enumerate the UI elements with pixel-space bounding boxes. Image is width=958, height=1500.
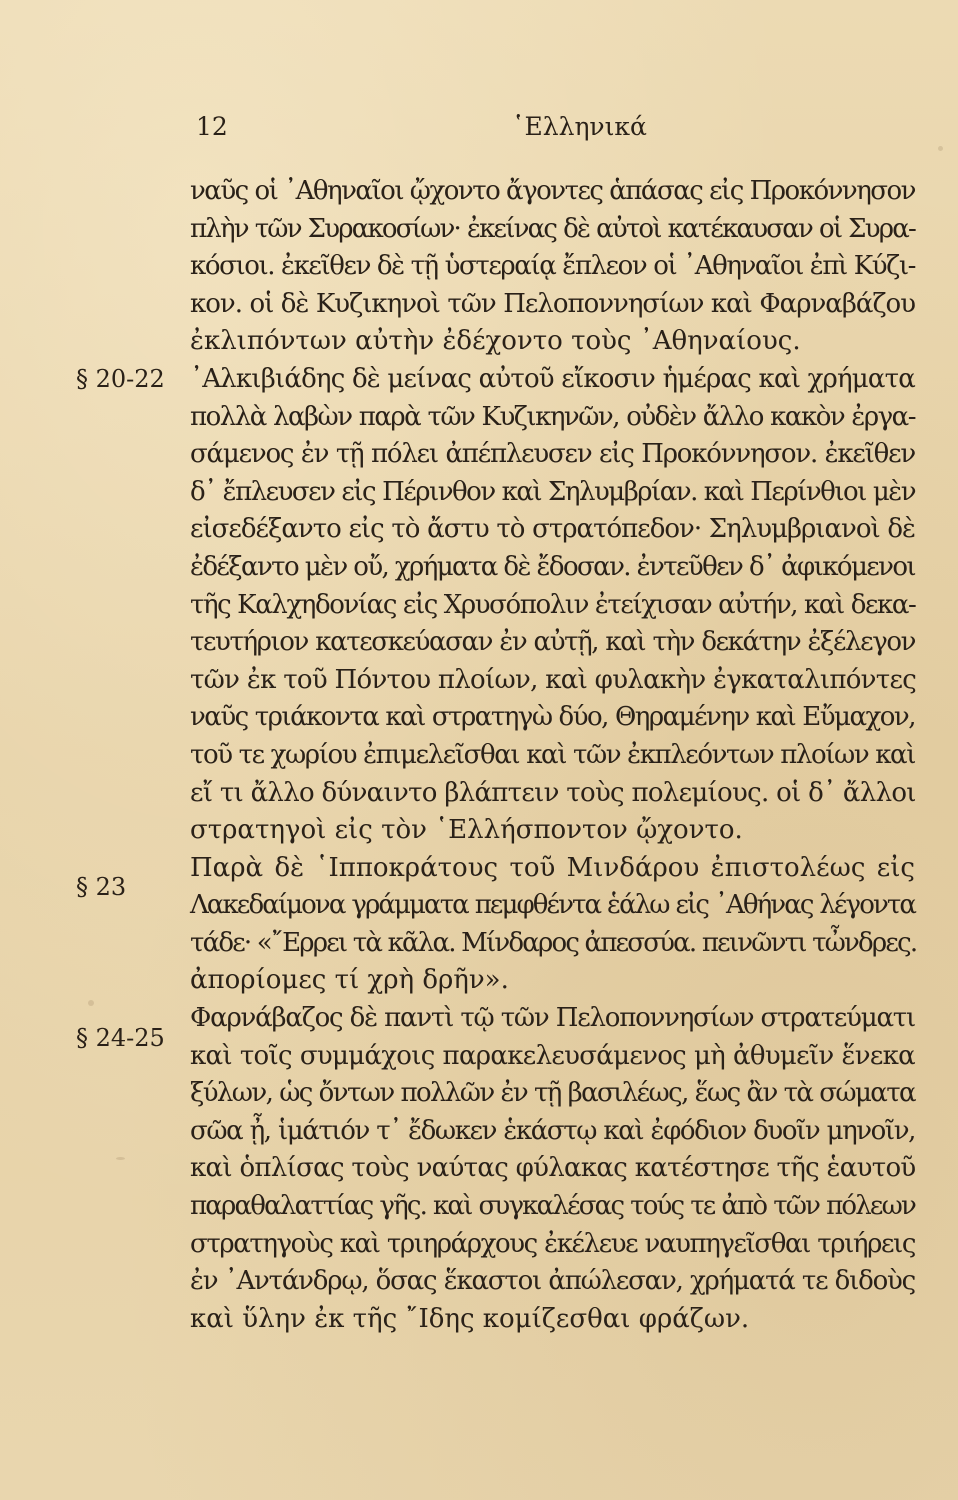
text-line: καὶ ὕλην ἐκ τῆς ῎Ιδης κομίζεσθαι φράζων. [190, 1303, 750, 1334]
text-line: παραθαλαττίας γῆς. καὶ συγκαλέσας τούς τε ἀπὸ τῶν πόλεων [190, 1191, 915, 1222]
section-marker-24-25: § 24-25 [76, 1024, 165, 1052]
text-line: τοῦ τε χωρίου ἐπιμελεῖσθαι καὶ τῶν ἐκπλεόντων πλοίων καὶ [190, 739, 915, 770]
running-title: ῾Ελληνικά [512, 112, 647, 141]
text-line: τῆς Καλχηδονίας εἰς Χρυσόπολιν ἐτείχισαν αὐτήν, καὶ δεκα- [190, 589, 916, 620]
text-line: Λακεδαίμονα γράμματα πεμφθέντα ἑάλω εἰς ᾿Αθήνας λέγοντα [190, 890, 915, 921]
text-line: ἐδέξαντο μὲν οὔ, χρήματα δὲ ἔδοσαν. ἐντεῦθεν δ᾿ ἀφικόμενοι [190, 551, 915, 582]
text-line: καὶ ὁπλίσας τοὺς ναύτας φύλακας κατέστησε τῆς ἑαυτοῦ [190, 1153, 916, 1184]
text-line: τῶν ἐκ τοῦ Πόντου πλοίων, καὶ φυλακὴν ἐγκαταλιπόντες [190, 664, 917, 695]
text-line: πολλὰ λαβὼν παρὰ τῶν Κυζικηνῶν, οὐδὲν ἄλλο κακὸν ἐργα- [190, 401, 915, 432]
text-line: ἀπορίομες τί χρὴ δρῆν». [190, 965, 509, 996]
text-line: εἴ τι ἄλλο δύναιντο βλάπτειν τοὺς πολεμίους. οἱ δ᾿ ἄλλοι [190, 777, 916, 808]
text-line: ἐκλιπόντων αὐτὴν ἐδέχοντο τοὺς ᾿Αθηναίους. [190, 326, 801, 357]
text-line: στρατηγοὶ εἰς τὸν ῾Ελλήσποντον ᾤχοντο. [190, 815, 743, 846]
text-line: σάμενος ἐν τῇ πόλει ἀπέπλευσεν εἰς Προκόννησον. ἐκεῖθεν [190, 439, 915, 470]
text-line: στρατηγοὺς καὶ τριηράρχους ἐκέλευε ναυπηγεῖσθαι τριήρεις [190, 1228, 915, 1259]
text-line: πλὴν τῶν Συρακοσίων· ἐκείνας δὲ αὐτοὶ κατέκαυσαν οἱ Συρα- [190, 213, 915, 244]
text-line: ναῦς οἱ ᾿Αθηναῖοι ᾤχοντο ἄγοντες ἁπάσας εἰς Προκόννησον [190, 176, 915, 206]
text-line: ἐν ᾿Αντάνδρῳ, ὅσας ἕκαστοι ἀπώλεσαν, χρήματά τε διδοὺς [190, 1266, 915, 1297]
text-line: εἰσεδέξαντο εἰς τὸ ἄστυ τὸ στρατόπεδον· Σηλυμβριανοὶ δὲ [190, 514, 915, 545]
text-line: ᾿Αλκιβιάδης δὲ μείνας αὐτοῦ εἴκοσιν ἡμέρας καὶ χρήματα [190, 363, 915, 394]
text-line: ναῦς τριάκοντα καὶ στρατηγὼ δύο, Θηραμένην καὶ Εὔμαχον, [190, 702, 915, 733]
text-line: τευτήριον κατεσκεύασαν ἐν αὐτῇ, καὶ τὴν δεκάτην ἐξέλεγον [190, 627, 915, 658]
text-line: κόσιοι. ἐκεῖθεν δὲ τῇ ὑστεραίᾳ ἔπλεον οἱ ᾿Αθηναῖοι ἐπὶ Κύζι- [190, 251, 915, 282]
section-marker-23: § 23 [76, 873, 127, 901]
text-line: Παρὰ δὲ ῾Ιπποκράτους τοῦ Μινδάρου ἐπιστολέως εἰς [190, 852, 915, 883]
text-line: τάδε· «῎Ερρει τὰ κᾶλα. Μίνδαρος ἀπεσσύα. πεινῶντι τὦνδρες. [190, 927, 917, 958]
text-line: Φαρνάβαζος δὲ παντὶ τῷ τῶν Πελοποννησίων στρατεύματι [190, 1003, 915, 1034]
text-line: ξύλων, ὡς ὄντων πολλῶν ἐν τῇ βασιλέως, ἕως ἂν τὰ σώματα [190, 1078, 915, 1109]
page-number: 12 [196, 112, 228, 141]
body-text [190, 173, 915, 1338]
section-marker-20-22: § 20-22 [76, 365, 165, 393]
ink-speck [116, 1157, 125, 1160]
text-line: δ᾿ ἔπλευσεν εἰς Πέρινθον καὶ Σηλυμβρίαν. καὶ Περίνθιοι μὲν [190, 476, 915, 507]
ink-speck [88, 1000, 94, 1006]
text-line: κον. οἱ δὲ Κυζικηνοὶ τῶν Πελοποννησίων καὶ Φαρναβάζου [190, 288, 915, 319]
text-line: καὶ τοῖς συμμάχοις παρακελευσάμενος μὴ ἀθυμεῖν ἕνεκα [190, 1040, 915, 1071]
text-line: σῶα ᾖ, ἱμάτιόν τ᾿ ἔδωκεν ἑκάστῳ καὶ ἐφόδιον δυοῖν μηνοῖν, [190, 1115, 915, 1146]
ink-speck [938, 146, 943, 151]
